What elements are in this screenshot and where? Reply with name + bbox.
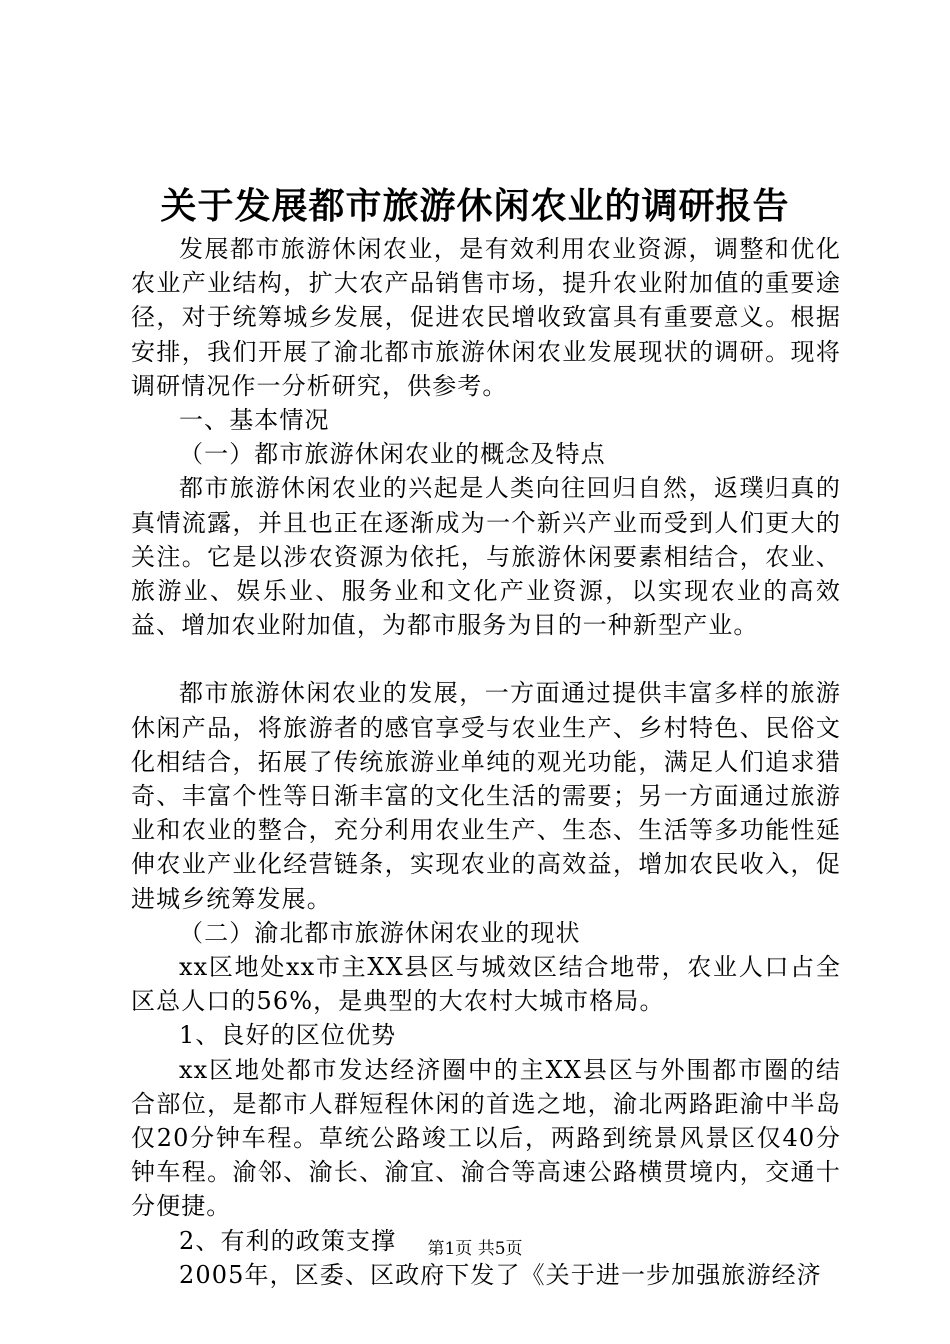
point-heading-location: 1、良好的区位优势 xyxy=(179,1021,397,1050)
blank-line xyxy=(131,642,841,676)
document-body xyxy=(131,232,841,1292)
location-paragraph: xx区地处都市发达经济圈中的主XX县区与外围都市圈的结合部位，是都市人群短程休闲的首选之地，渝北两路距渝中半岛仅20分钟车程。草统公路竣工以后，两路到统景风景区仅40分钟车程。渝邻、渝长、渝宜、渝合等高速公路横贯境内，交通十分便捷。 xyxy=(131,1055,841,1221)
subsection-heading-status: （二）渝北都市旅游休闲农业的现状 xyxy=(179,918,581,947)
document-title: 关于发展都市旅游休闲农业的调研报告 xyxy=(160,185,790,227)
point-heading-policy: 2、有利的政策支撑 xyxy=(179,1226,397,1255)
section-heading-basic: 一、基本情况 xyxy=(179,406,330,435)
development-paragraph: 都市旅游休闲农业的发展，一方面通过提供丰富多样的旅游休闲产品，将旅游者的感官享受与农业生产、乡村特色、民俗文化相结合，拓展了传统旅游业单纯的观光功能，满足人们追求猎奇、丰富个性等日渐丰富的文化生活的需要；另一方面通过旅游业和农业的整合，充分利用农业生产、生态、生活等多功能性延伸农业产业化经营链条，实现农业的高效益，增加农民收入，促进城乡统筹发展。 xyxy=(131,679,841,913)
policy-paragraph: 2005年，区委、区政府下发了《关于进一步加强旅游经济 xyxy=(179,1260,822,1289)
subsection-heading-concept: （一）都市旅游休闲农业的概念及特点 xyxy=(179,440,606,469)
status-paragraph: xx区地处xx市主XX县区与城效区结合地带，农业人口占全区总人口的56%，是典型的大农村大城市格局。 xyxy=(131,953,841,1016)
concept-paragraph: 都市旅游休闲农业的兴起是人类向往回归自然，返璞归真的真情流露，并且也正在逐渐成为一个新兴产业而受到人们更大的关注。它是以涉农资源为依托，与旅游休闲要素相结合，农业、旅游业、娱乐业、服务业和文化产业资源，以实现农业的高效益、增加农业附加值，为都市服务为目的一种新型产业。 xyxy=(131,474,841,640)
page-footer: 第1页 共5页 xyxy=(427,1239,523,1259)
intro-paragraph: 发展都市旅游休闲农业，是有效利用农业资源，调整和优化农业产业结构，扩大农产品销售市场，提升农业附加值的重要途径，对于统筹城乡发展，促进农民增收致富具有重要意义。根据安排，我们开展了渝北都市旅游休闲农业发展现状的调研。现将调研情况作一分析研究，供参考。 xyxy=(131,235,841,400)
